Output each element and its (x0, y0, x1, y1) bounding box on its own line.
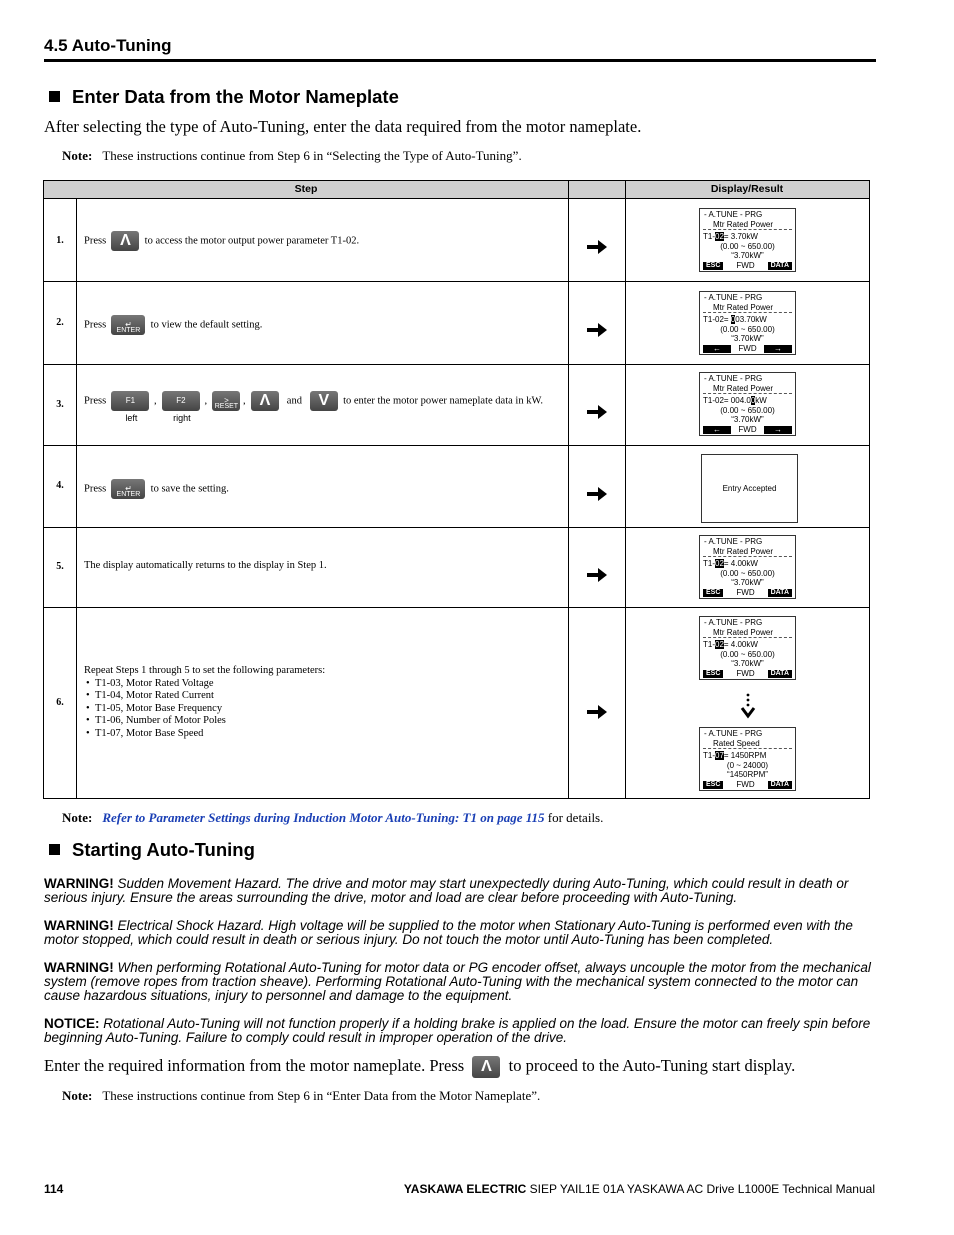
section1-title: Enter Data from the Motor Nameplate (49, 86, 399, 108)
page-reference-link[interactable]: Refer to Parameter Settings during Induction Motor Auto-Tuning: T1 on page 115 (102, 810, 545, 825)
lcd-display-6a: - A.TUNE - PRG Mtr Rated Power T1-02= 4.00kW (0.00 ~ 650.00) “3.70kW” ESC FWD DATA (699, 616, 796, 680)
section1-intro: After selecting the type of Auto-Tuning, enter the data required from the motor nameplate. (44, 117, 642, 136)
step-number: 4. (56, 480, 64, 491)
section2-title: Starting Auto-Tuning (49, 839, 255, 861)
right-arrow-icon (587, 405, 607, 419)
lcd-display-5: - A.TUNE - PRG Mtr Rated Power T1-02= 4.00kW (0.00 ~ 650.00) “3.70kW” ESC FWD DATA (699, 535, 796, 599)
step-text: Press ↵ ENTER to view the default setting. (84, 315, 262, 335)
step-number: 1. (56, 235, 64, 246)
right-arrow-icon (587, 568, 607, 582)
right-arrow-icon: → (764, 345, 792, 353)
page-number: 114 (44, 1182, 64, 1196)
reset-key-icon: > RESET (212, 391, 240, 411)
lcd-display-6b: - A.TUNE - PRG Rated Speed T1-07= 1450RPM (0 ~ 24000) “1450RPM” ESC FWD DATA (699, 727, 796, 791)
right-arrow-icon (587, 487, 607, 501)
step-text: Press Λ to access the motor output power parameter T1-02. (84, 232, 360, 249)
steps-table (43, 180, 870, 799)
footer-title: YASKAWA ELECTRIC SIEP YAIL1E 01A YASKAWA AC Drive L1000E Technical Manual (403, 1182, 875, 1196)
column-header-blank (568, 181, 625, 199)
step-number: 6. (56, 697, 64, 708)
step-text: Press ↵ ENTER to save the setting. (84, 479, 229, 499)
section1-note: Note: These instructions continue from Step 6 in “Selecting the Type of Auto-Tuning”. (62, 148, 522, 163)
step-number: 2. (56, 317, 64, 328)
header-rule (44, 59, 876, 62)
f2-key-icon: F2 (162, 391, 200, 411)
right-arrow-icon: → (764, 426, 792, 434)
warning-2: WARNING! Electrical Shock Hazard. High voltage will be supplied to the motor when Stationary Auto-Tuning is performed even with the motor stopped, which could result in death or serious injury. Do not touch the motor until Auto-Tuning has been completed. (44, 918, 853, 947)
up-arrow-key-icon: Λ (251, 391, 279, 411)
step-number: 3. (56, 399, 64, 410)
section2-note: Note: These instructions continue from Step 6 in “Enter Data from the Motor Nameplate”. (62, 1088, 541, 1103)
lcd-display-2: - A.TUNE - PRG Mtr Rated Power T1-02= 003.70kW (0.00 ~ 650.00) “3.70kW” ← FWD → (699, 291, 796, 355)
section-header: 4.5 Auto-Tuning (44, 36, 172, 55)
step-text: Press F1 left , F2 right , > RESET , Λ and V to enter the motor power nameplate data in kW. (84, 392, 544, 423)
left-arrow-icon: ← (703, 426, 731, 434)
lcd-display-4: Entry Accepted (701, 454, 798, 523)
step-text: Repeat Steps 1 through 5 to set the following parameters: • T1-03, Motor Rated Voltage • T1-04, Motor Rated Current • T1-05, Motor Base Frequency • T1-06, Number of Motor Poles • T1-07, Motor Base Speed (84, 665, 326, 739)
warning-1: WARNING! Sudden Movement Hazard. The drive and motor may start unexpectedly during Auto-Tuning, which could result in death or serious injury. Ensure the areas surrounding the drive, motor and load are clear before proceeding with Auto-Tuning. (44, 876, 849, 905)
step-text: The display automatically returns to the display in Step 1. (84, 560, 327, 571)
up-arrow-key-icon: Λ (111, 231, 139, 251)
lcd-display-1: - A.TUNE - PRG Mtr Rated Power T1-02= 3.70kW (0.00 ~ 650.00) “3.70kW” ESC FWD DATA (699, 208, 796, 272)
step-number: 5. (56, 561, 64, 572)
f1-key-icon: F1 (111, 391, 149, 411)
table-note: Note: Refer to Parameter Settings during Induction Motor Auto-Tuning: T1 on page 115 for details. (62, 810, 604, 825)
right-arrow-icon (587, 240, 607, 254)
notice: NOTICE: Rotational Auto-Tuning will not function properly if a holding brake is applied on the load. Ensure the motor can freely spin before beginning Auto-Tuning. Failure to comply could result in improper operation of the drive. (44, 1016, 871, 1045)
down-chevron-icon (740, 693, 756, 721)
bullet-square-icon (49, 91, 60, 102)
bullet-square-icon (49, 844, 60, 855)
down-arrow-key-icon: V (310, 391, 338, 411)
lcd-display-3: - A.TUNE - PRG Mtr Rated Power T1-02= 004.00kW (0.00 ~ 650.00) “3.70kW” ← FWD → (699, 372, 796, 436)
left-arrow-icon: ← (703, 345, 731, 353)
column-header-display: Display/Result (625, 181, 869, 199)
enter-key-icon: ↵ ENTER (111, 479, 145, 499)
right-arrow-icon (587, 323, 607, 337)
right-arrow-icon (587, 705, 607, 719)
enter-instruction: Enter the required information from the motor nameplate. Press Λ to proceed to the Auto-Tuning start display. (44, 1056, 795, 1078)
column-header-step: Step (44, 181, 568, 199)
warning-3: WARNING! When performing Rotational Auto-Tuning for motor data or PG encoder offset, always uncouple the motor from the mechanical system (remove ropes from traction sheave). Performing Rotational Auto-Tuning with the mechanical system connected to the motor can cause hazardous situations, injury to personnel and damage to the equipment. (44, 960, 871, 1003)
enter-key-icon: ↵ ENTER (111, 315, 145, 335)
up-arrow-key-icon: Λ (472, 1056, 500, 1078)
